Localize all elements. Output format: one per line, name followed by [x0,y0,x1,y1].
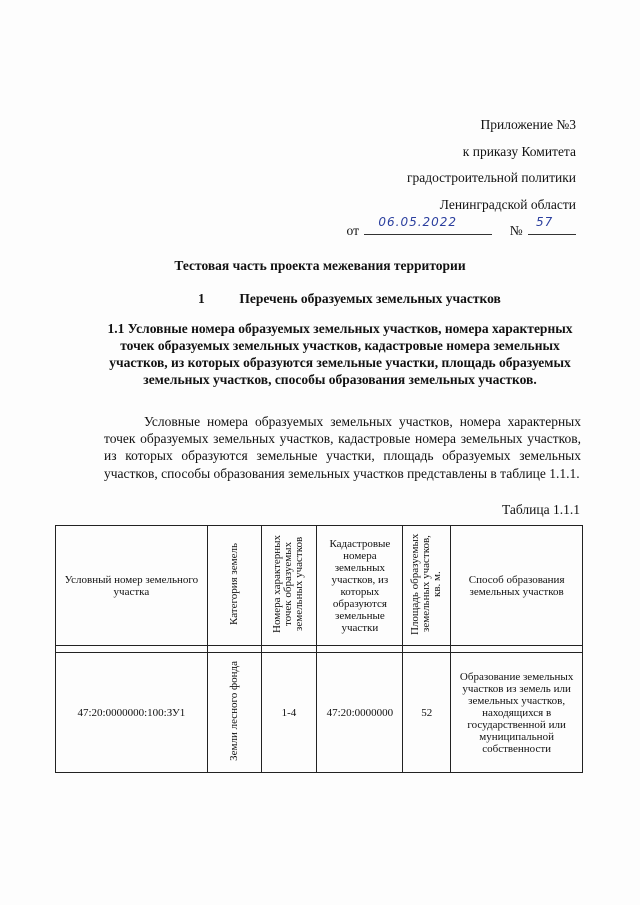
table-row [56,653,583,773]
table-caption: Таблица 1.1.1 [502,502,580,517]
cell-conditional-number: 47:20:0000000:100:ЗУ1 [56,653,208,773]
number-label: № [509,223,523,238]
cell-point-numbers: 1-4 [261,653,317,773]
header-land-category: Категория земель [207,526,261,646]
handwritten-number: 57 [536,214,554,229]
handwritten-date: 06.05.2022 [378,214,458,229]
date-field [364,214,492,235]
header-conditional-number: Условный номер земельного участка [56,526,208,646]
appendix-line-4: Ленинградской области [439,196,576,212]
table-spacer-row [56,646,583,653]
appendix-block [347,112,577,245]
cell-land-category: Земли лесного фонда [207,653,261,773]
table-header-row [56,526,583,646]
cell-cadastral-number: 47:20:0000000 [317,653,403,773]
cell-formation-method: Образование земельных участков из земель или земельных участков, находящихся в государственной или муниципальной собственности [451,653,583,773]
land-plots-table [55,525,583,773]
header-area: Площадь образуемых земельных участков, кв. м. [403,526,451,646]
header-formation-method: Способ образования земельных участков [451,526,583,646]
appendix-line-2: к приказу Комитета [462,143,576,159]
document-title: Тестовая часть проекта межевания территории [174,258,466,273]
section-1-number: 1 [198,291,205,306]
section-1-1-heading: 1.1 Условные номера образуемых земельных участков, номера характерных точек образуемых земельных участков, кадастровые номера земельных участков, из которых образуются земельные участки, площадь образуемых земельных участков, способы образования земельных участков. [107,321,573,387]
header-point-numbers: Номера характерных точек образуемых земельных участков [261,526,317,646]
body-paragraph: Условные номера образуемых земельных участков, номера характерных точек образуемых земельных участков, кадастровые номера земельных участков, из которых образуются земельные участки, площадь образуемых земельных участков, способы образования земельных участков представлены в таблице 1.1.1. [104,414,581,481]
appendix-line-3: градостроительной политики [406,170,576,185]
from-label: от [346,223,359,238]
order-date-number-line [346,214,577,245]
number-field [528,214,576,235]
header-cadastral-numbers: Кадастровые номера земельных участков, из которых образуются земельные участки [317,526,403,646]
cell-area: 52 [403,653,451,773]
appendix-line-1: Приложение №3 [480,117,576,132]
section-1-heading [198,291,501,307]
section-1-title: Перечень образуемых земельных участков [239,291,501,306]
